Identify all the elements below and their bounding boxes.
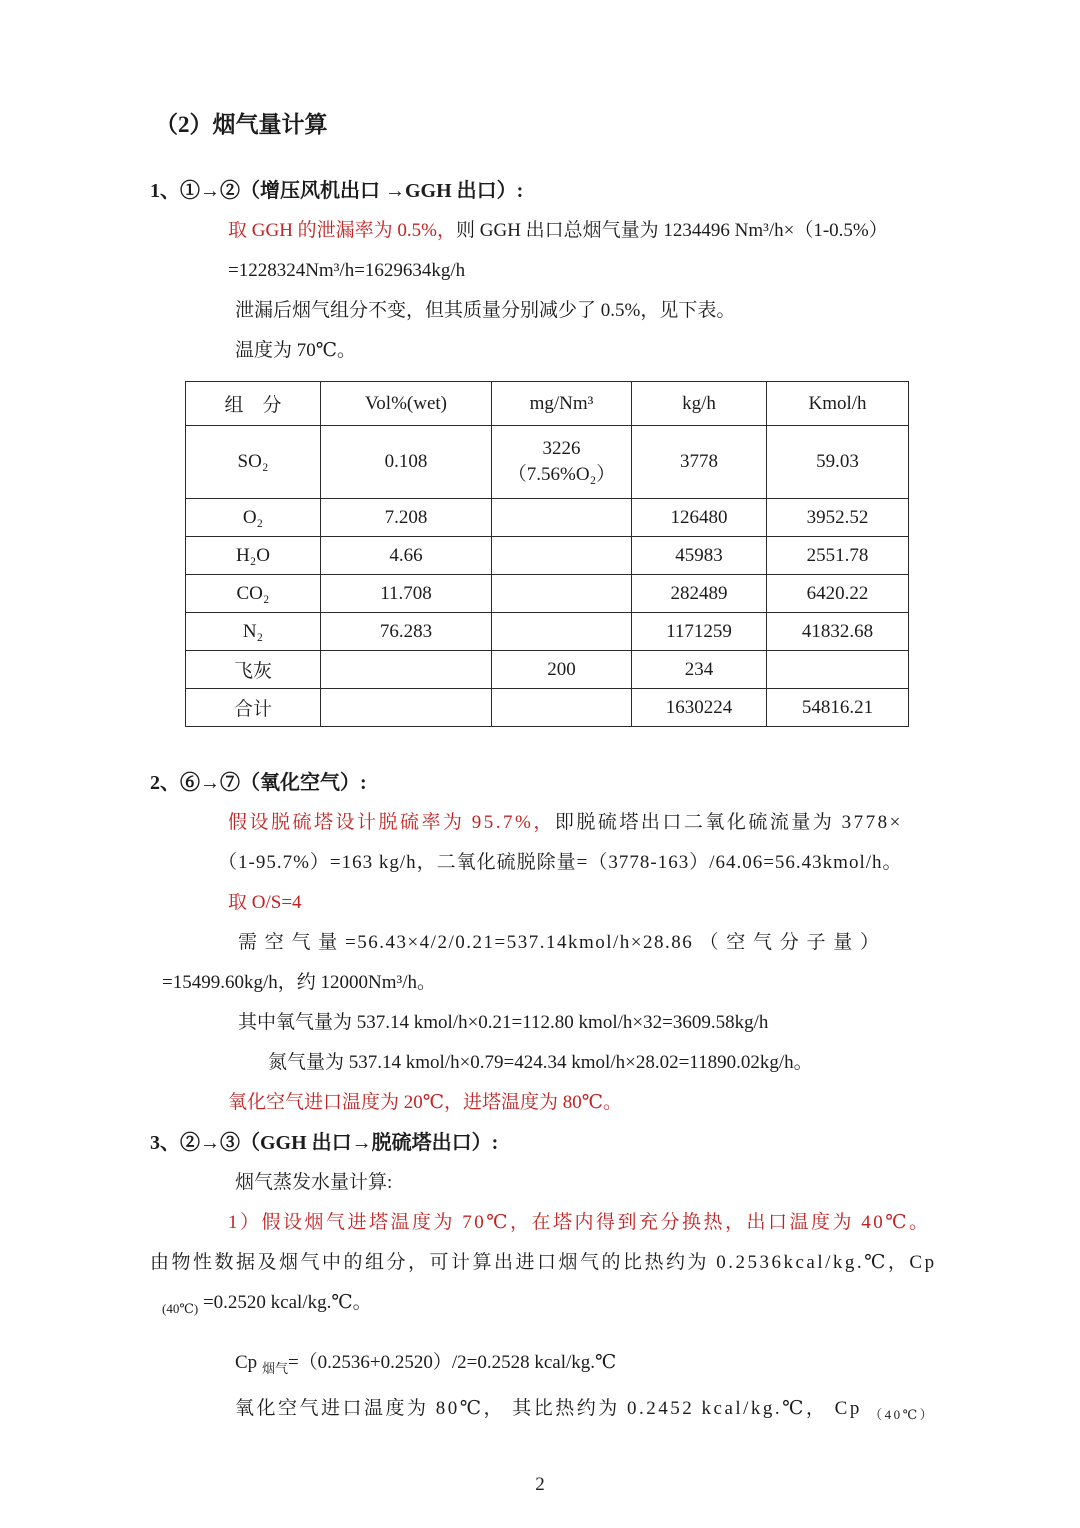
section1-black-text: 则 GGH 出口总烟气量为 1234496 Nm³/h×（1-0.5%）	[456, 220, 888, 241]
oxidation-air-text: 氧化空气进口温度为 80℃， 其比热约为 0.2452 kcal/kg.℃， Cp	[235, 1397, 870, 1419]
section1-heading: 1、①→②（增压风机出口 →GGH 出口）:	[150, 180, 524, 202]
header-kmol: Kmol/h	[767, 382, 909, 426]
cp-subscript-40c-2: （40℃）	[869, 1406, 936, 1422]
cell-kg: 1630224	[632, 689, 767, 727]
section2-red-text: 假设脱硫塔设计脱硫率为 95.7%，	[228, 812, 555, 833]
section3-oxidation-air-line	[150, 1389, 940, 1435]
cell-name: 飞灰	[186, 651, 321, 689]
cell-vol: 0.108	[321, 426, 492, 499]
cp-subscript-fluegas: 烟气	[261, 1360, 288, 1376]
cell-mg	[492, 499, 632, 537]
cell-kmol: 54816.21	[767, 689, 909, 727]
cp-subscript-40c: (40℃)	[162, 1300, 199, 1316]
cp-value-text: =0.2520 kcal/kg.℃。	[198, 1292, 372, 1313]
section1-paragraph1-line2: =1228324Nm³/h=1629634kg/h	[228, 260, 466, 281]
cell-kg: 45983	[632, 537, 767, 575]
cell-kmol: 59.03	[767, 426, 909, 499]
cell-kmol: 3952.52	[767, 499, 909, 537]
cell-mg: 200	[492, 651, 632, 689]
header-component: 组 分	[186, 382, 321, 426]
cell-mg	[492, 537, 632, 575]
cell-kg: 126480	[632, 499, 767, 537]
header-vol: Vol%(wet)	[321, 382, 492, 426]
table-row	[186, 689, 909, 727]
cell-mg	[492, 613, 632, 651]
cell-kg: 234	[632, 651, 767, 689]
section2-paragraph1-line2: （1-95.7%）=163 kg/h，二氧化硫脱除量=（3778-163）/64.06=56.43kmol/h。	[218, 852, 903, 873]
section2-paragraph1-line1	[150, 803, 940, 843]
table-row	[186, 575, 909, 613]
section3-assumption-line: 1）假设烟气进塔温度为 70℃，在塔内得到充分换热，出口温度为 40℃。	[228, 1212, 931, 1233]
section1-paragraph2: 泄漏后烟气组分不变，但其质量分别减少了 0.5%，见下表。	[235, 300, 736, 321]
page-number: 2	[535, 1474, 545, 1495]
cp-average-text: =（0.2536+0.2520）/2=0.2528 kcal/kg.℃	[287, 1351, 617, 1373]
cell-kmol: 6420.22	[767, 575, 909, 613]
section3-cp-average-line	[150, 1343, 940, 1389]
cp-label: Cp	[235, 1351, 262, 1373]
section2-air-demand-line1: 需 空 气 量 =56.43×4/2/0.21=537.14kmol/h×28.86 （ 空 气 分 子 量 ）	[238, 932, 881, 953]
section1-paragraph1-line1	[150, 211, 940, 251]
section2-os-ratio: 取 O/S=4	[228, 892, 302, 913]
section1-red-text: 取 GGH 的泄漏率为 0.5%，	[228, 220, 456, 241]
cell-mg	[492, 689, 632, 727]
cell-mg	[492, 426, 632, 499]
section3-heading: 3、②→③（GGH 出口→脱硫塔出口）:	[150, 1132, 499, 1154]
table-row	[186, 537, 909, 575]
cell-kg: 1171259	[632, 613, 767, 651]
cell-name: O₂	[186, 499, 321, 537]
cell-name: N₂	[186, 613, 321, 651]
header-mg: mg/Nm³	[492, 382, 632, 426]
section2-temperature-note: 氧化空气进口温度为 20℃，进塔温度为 80℃。	[228, 1092, 623, 1113]
cell-mg-line1: 3226	[542, 438, 581, 459]
cell-mg	[492, 575, 632, 613]
cell-vol: 76.283	[321, 613, 492, 651]
table-row	[186, 651, 909, 689]
gas-composition-table	[185, 381, 909, 727]
cell-kmol: 2551.78	[767, 537, 909, 575]
table-row	[186, 499, 909, 537]
cell-vol: 7.208	[321, 499, 492, 537]
table-row	[186, 613, 909, 651]
section3-paragraph1: 烟气蒸发水量计算:	[235, 1172, 393, 1193]
cell-vol	[321, 651, 492, 689]
section2-nitrogen-line: 氮气量为 537.14 kmol/h×0.79=424.34 kmol/h×28.02=11890.02kg/h。	[268, 1052, 813, 1073]
header-kg: kg/h	[632, 382, 767, 426]
cell-vol	[321, 689, 492, 727]
cell-kmol	[767, 651, 909, 689]
cell-name: CO₂	[186, 575, 321, 613]
cell-vol: 11.708	[321, 575, 492, 613]
table-header-row	[186, 382, 909, 426]
table-row	[186, 426, 909, 499]
section3-cp-line1: 由物性数据及烟气中的组分，可计算出进口烟气的比热约为 0.2536kcal/kg.℃，Cp	[150, 1252, 937, 1273]
section2-air-demand-line2: =15499.60kg/h，约 12000Nm³/h。	[162, 972, 436, 993]
cell-kg: 3778	[632, 426, 767, 499]
section2-heading: 2、⑥→⑦（氧化空气）:	[150, 772, 367, 794]
cell-kg: 282489	[632, 575, 767, 613]
section1-paragraph3: 温度为 70℃。	[235, 340, 357, 361]
section3-cp-line2	[150, 1283, 940, 1329]
document-content	[150, 105, 940, 1434]
cell-vol: 4.66	[321, 537, 492, 575]
cell-kmol: 41832.68	[767, 613, 909, 651]
cell-name: H₂O	[186, 537, 321, 575]
cell-name: SO₂	[186, 426, 321, 499]
section2-black-text: 即脱硫塔出口二氧化硫流量为 3778×	[554, 812, 903, 833]
cell-name: 合计	[186, 689, 321, 727]
page-title: （2）烟气量计算	[155, 112, 328, 137]
cell-mg-line2: （7.56%O₂）	[507, 464, 616, 485]
section2-oxygen-line: 其中氧气量为 537.14 kmol/h×0.21=112.80 kmol/h×32=3609.58kg/h	[238, 1012, 769, 1033]
